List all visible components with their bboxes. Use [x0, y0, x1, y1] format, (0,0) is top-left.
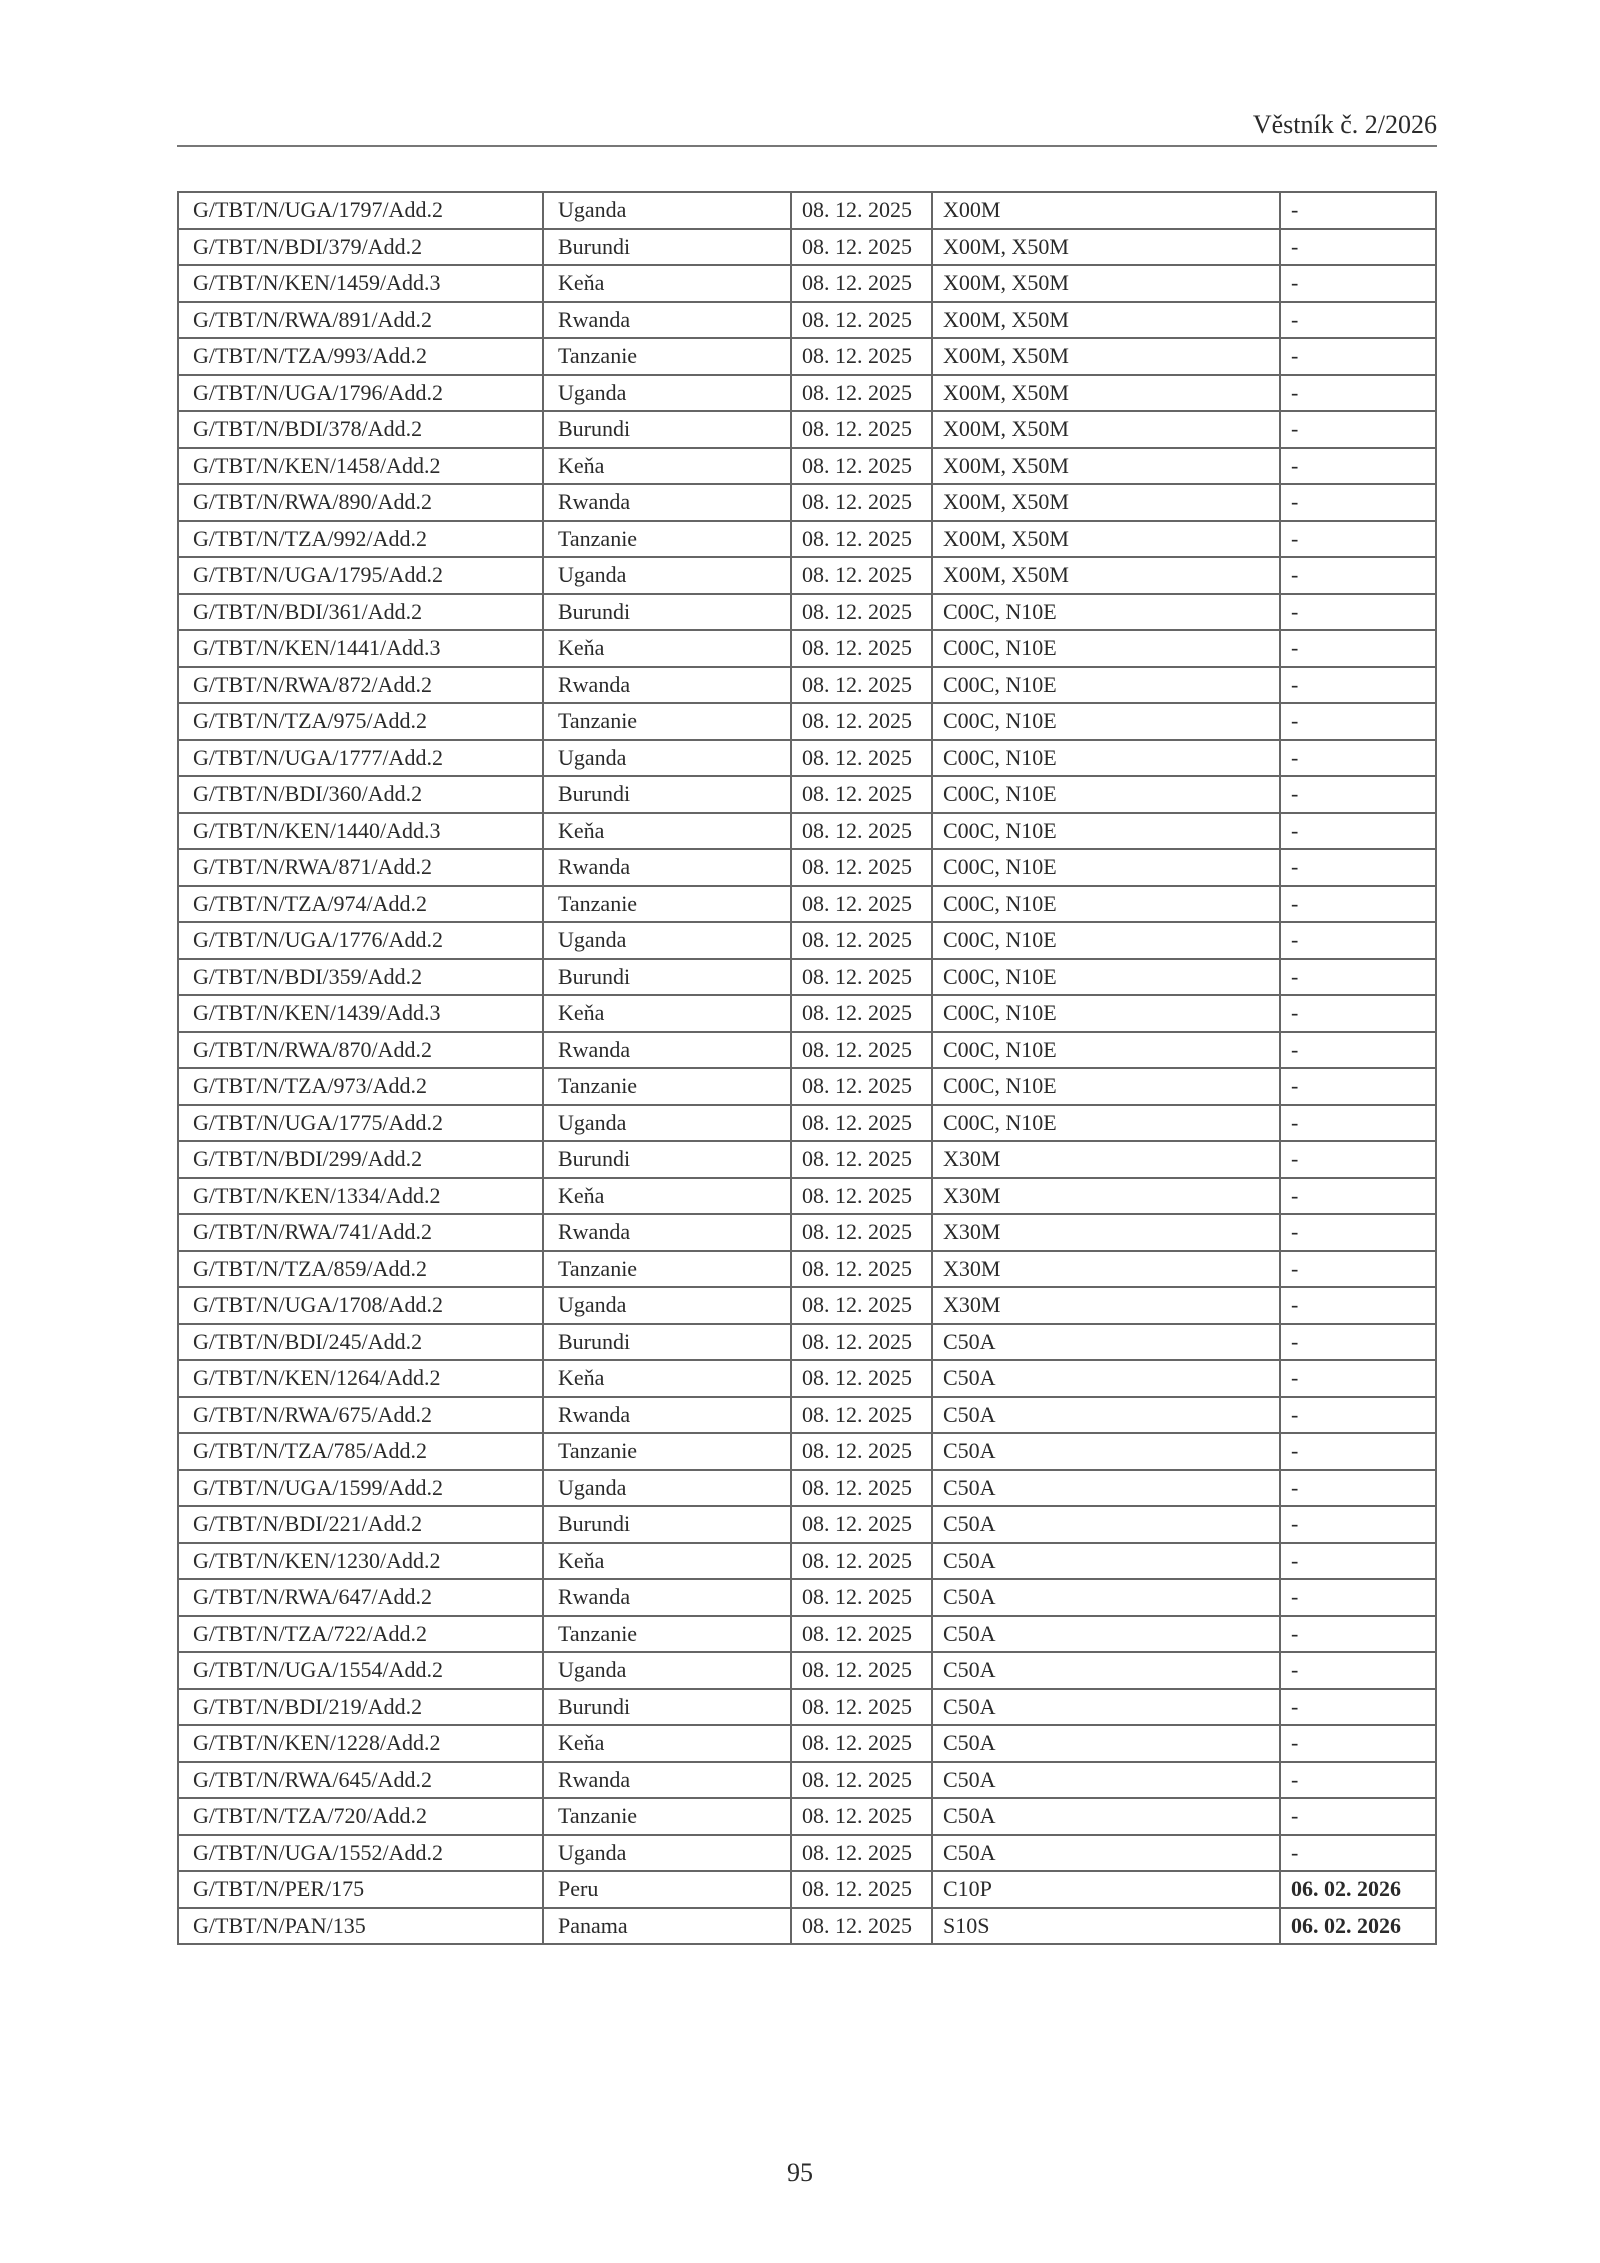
ics-code-cell: C50A: [932, 1725, 1280, 1762]
notification-date-cell: 08. 12. 2025: [791, 1397, 932, 1434]
notification-date-cell: 08. 12. 2025: [791, 849, 932, 886]
ics-code-cell: C10P: [932, 1871, 1280, 1908]
table-row: [178, 1397, 1436, 1434]
ics-code-cell: C50A: [932, 1506, 1280, 1543]
ics-code-cell: C50A: [932, 1579, 1280, 1616]
ics-code-cell: X00M, X50M: [932, 302, 1280, 339]
notification-date-cell: 08. 12. 2025: [791, 1251, 932, 1288]
notification-date-cell: 08. 12. 2025: [791, 192, 932, 229]
country-cell: Keňa: [543, 1725, 791, 1762]
ics-code-cell: C50A: [932, 1689, 1280, 1726]
ics-code-cell: C00C, N10E: [932, 667, 1280, 704]
notification-code-cell: G/TBT/N/PER/175: [178, 1871, 543, 1908]
country-cell: Keňa: [543, 995, 791, 1032]
comment-deadline-cell: -: [1280, 411, 1436, 448]
table-row: [178, 1360, 1436, 1397]
table-row: [178, 448, 1436, 485]
table-row: [178, 1579, 1436, 1616]
ics-code-cell: S10S: [932, 1908, 1280, 1945]
ics-code-cell: C50A: [932, 1433, 1280, 1470]
comment-deadline-cell: -: [1280, 667, 1436, 704]
table-row: [178, 1141, 1436, 1178]
country-cell: Uganda: [543, 1287, 791, 1324]
notification-code-cell: G/TBT/N/UGA/1796/Add.2: [178, 375, 543, 412]
comment-deadline-cell: -: [1280, 1105, 1436, 1142]
country-cell: Burundi: [543, 776, 791, 813]
notification-code-cell: G/TBT/N/RWA/741/Add.2: [178, 1214, 543, 1251]
comment-deadline-cell: -: [1280, 1689, 1436, 1726]
comment-deadline-cell: -: [1280, 995, 1436, 1032]
table-row: [178, 1287, 1436, 1324]
ics-code-cell: C00C, N10E: [932, 776, 1280, 813]
notification-date-cell: 08. 12. 2025: [791, 740, 932, 777]
table-row: [178, 265, 1436, 302]
notification-code-cell: G/TBT/N/UGA/1776/Add.2: [178, 922, 543, 959]
table-row: [178, 1871, 1436, 1908]
country-cell: Uganda: [543, 192, 791, 229]
ics-code-cell: C50A: [932, 1397, 1280, 1434]
notification-date-cell: 08. 12. 2025: [791, 1725, 932, 1762]
ics-code-cell: C50A: [932, 1835, 1280, 1872]
ics-code-cell: X30M: [932, 1178, 1280, 1215]
comment-deadline-cell: -: [1280, 1068, 1436, 1105]
comment-deadline-cell: -: [1280, 813, 1436, 850]
comment-deadline-cell: -: [1280, 484, 1436, 521]
notification-code-cell: G/TBT/N/RWA/871/Add.2: [178, 849, 543, 886]
table-row: [178, 1835, 1436, 1872]
notification-date-cell: 08. 12. 2025: [791, 1287, 932, 1324]
ics-code-cell: C50A: [932, 1798, 1280, 1835]
comment-deadline-cell: -: [1280, 1214, 1436, 1251]
ics-code-cell: C00C, N10E: [932, 922, 1280, 959]
notification-code-cell: G/TBT/N/KEN/1459/Add.3: [178, 265, 543, 302]
ics-code-cell: X00M, X50M: [932, 557, 1280, 594]
notification-code-cell: G/TBT/N/BDI/379/Add.2: [178, 229, 543, 266]
notification-date-cell: 08. 12. 2025: [791, 886, 932, 923]
table-row: [178, 557, 1436, 594]
country-cell: Uganda: [543, 1470, 791, 1507]
table-row: [178, 1616, 1436, 1653]
table-row: [178, 594, 1436, 631]
comment-deadline-cell: -: [1280, 1616, 1436, 1653]
notification-code-cell: G/TBT/N/TZA/974/Add.2: [178, 886, 543, 923]
ics-code-cell: C00C, N10E: [932, 740, 1280, 777]
notification-code-cell: G/TBT/N/UGA/1795/Add.2: [178, 557, 543, 594]
comment-deadline-cell: -: [1280, 521, 1436, 558]
notification-date-cell: 08. 12. 2025: [791, 521, 932, 558]
ics-code-cell: C50A: [932, 1470, 1280, 1507]
notification-code-cell: G/TBT/N/KEN/1441/Add.3: [178, 630, 543, 667]
table-row: [178, 995, 1436, 1032]
ics-code-cell: C50A: [932, 1652, 1280, 1689]
table-row: [178, 776, 1436, 813]
ics-code-cell: X00M, X50M: [932, 448, 1280, 485]
notification-date-cell: 08. 12. 2025: [791, 229, 932, 266]
notification-date-cell: 08. 12. 2025: [791, 1652, 932, 1689]
notification-code-cell: G/TBT/N/TZA/859/Add.2: [178, 1251, 543, 1288]
notification-code-cell: G/TBT/N/TZA/722/Add.2: [178, 1616, 543, 1653]
comment-deadline-cell: -: [1280, 1543, 1436, 1580]
notification-code-cell: G/TBT/N/BDI/359/Add.2: [178, 959, 543, 996]
country-cell: Burundi: [543, 1141, 791, 1178]
notification-date-cell: 08. 12. 2025: [791, 1433, 932, 1470]
ics-code-cell: C50A: [932, 1543, 1280, 1580]
country-cell: Peru: [543, 1871, 791, 1908]
ics-code-cell: C00C, N10E: [932, 813, 1280, 850]
table-row: [178, 849, 1436, 886]
table-row: [178, 411, 1436, 448]
notification-date-cell: 08. 12. 2025: [791, 995, 932, 1032]
notification-date-cell: 08. 12. 2025: [791, 1689, 932, 1726]
ics-code-cell: C50A: [932, 1360, 1280, 1397]
notification-date-cell: 08. 12. 2025: [791, 667, 932, 704]
notification-date-cell: 08. 12. 2025: [791, 1068, 932, 1105]
comment-deadline-cell: -: [1280, 265, 1436, 302]
country-cell: Uganda: [543, 1835, 791, 1872]
country-cell: Tanzanie: [543, 886, 791, 923]
notification-code-cell: G/TBT/N/TZA/992/Add.2: [178, 521, 543, 558]
table-row: [178, 886, 1436, 923]
ics-code-cell: C00C, N10E: [932, 959, 1280, 996]
notification-date-cell: 08. 12. 2025: [791, 338, 932, 375]
notification-code-cell: G/TBT/N/BDI/221/Add.2: [178, 1506, 543, 1543]
table-row: [178, 1324, 1436, 1361]
country-cell: Tanzanie: [543, 1433, 791, 1470]
notification-date-cell: 08. 12. 2025: [791, 776, 932, 813]
ics-code-cell: C00C, N10E: [932, 886, 1280, 923]
comment-deadline-cell: -: [1280, 703, 1436, 740]
table-row: [178, 1762, 1436, 1799]
notification-date-cell: 08. 12. 2025: [791, 375, 932, 412]
comment-deadline-cell: -: [1280, 959, 1436, 996]
comment-deadline-cell: -: [1280, 849, 1436, 886]
comment-deadline-cell: -: [1280, 594, 1436, 631]
comment-deadline-cell: -: [1280, 302, 1436, 339]
ics-code-cell: C00C, N10E: [932, 703, 1280, 740]
notification-date-cell: 08. 12. 2025: [791, 411, 932, 448]
table-row: [178, 229, 1436, 266]
table-row: [178, 521, 1436, 558]
ics-code-cell: X00M, X50M: [932, 338, 1280, 375]
ics-code-cell: C50A: [932, 1616, 1280, 1653]
country-cell: Rwanda: [543, 1397, 791, 1434]
notification-code-cell: G/TBT/N/KEN/1439/Add.3: [178, 995, 543, 1032]
table-row: [178, 740, 1436, 777]
table-row: [178, 1433, 1436, 1470]
comment-deadline-cell: 06. 02. 2026: [1280, 1908, 1436, 1945]
country-cell: Tanzanie: [543, 1616, 791, 1653]
notification-date-cell: 08. 12. 2025: [791, 1470, 932, 1507]
country-cell: Keňa: [543, 1543, 791, 1580]
notification-date-cell: 08. 12. 2025: [791, 1324, 932, 1361]
comment-deadline-cell: -: [1280, 229, 1436, 266]
country-cell: Keňa: [543, 630, 791, 667]
notification-code-cell: G/TBT/N/KEN/1458/Add.2: [178, 448, 543, 485]
notification-date-cell: 08. 12. 2025: [791, 1616, 932, 1653]
country-cell: Burundi: [543, 411, 791, 448]
comment-deadline-cell: -: [1280, 1251, 1436, 1288]
country-cell: Tanzanie: [543, 1798, 791, 1835]
country-cell: Uganda: [543, 557, 791, 594]
table-row: [178, 1689, 1436, 1726]
country-cell: Uganda: [543, 375, 791, 412]
notification-date-cell: 08. 12. 2025: [791, 630, 932, 667]
comment-deadline-cell: -: [1280, 338, 1436, 375]
notification-code-cell: G/TBT/N/RWA/872/Add.2: [178, 667, 543, 704]
country-cell: Uganda: [543, 1652, 791, 1689]
country-cell: Keňa: [543, 1360, 791, 1397]
ics-code-cell: C00C, N10E: [932, 630, 1280, 667]
bulletin-header-title: Věstník č. 2/2026: [1252, 110, 1437, 139]
notification-code-cell: G/TBT/N/TZA/973/Add.2: [178, 1068, 543, 1105]
country-cell: Rwanda: [543, 1579, 791, 1616]
notification-code-cell: G/TBT/N/BDI/378/Add.2: [178, 411, 543, 448]
comment-deadline-cell: -: [1280, 1506, 1436, 1543]
ics-code-cell: X00M, X50M: [932, 484, 1280, 521]
notification-date-cell: 08. 12. 2025: [791, 1178, 932, 1215]
table-row: [178, 338, 1436, 375]
notification-code-cell: G/TBT/N/KEN/1440/Add.3: [178, 813, 543, 850]
notification-code-cell: G/TBT/N/KEN/1230/Add.2: [178, 1543, 543, 1580]
notification-code-cell: G/TBT/N/KEN/1264/Add.2: [178, 1360, 543, 1397]
notification-code-cell: G/TBT/N/RWA/645/Add.2: [178, 1762, 543, 1799]
country-cell: Keňa: [543, 1178, 791, 1215]
notification-code-cell: G/TBT/N/UGA/1777/Add.2: [178, 740, 543, 777]
notification-code-cell: G/TBT/N/RWA/675/Add.2: [178, 1397, 543, 1434]
comment-deadline-cell: -: [1280, 1324, 1436, 1361]
comment-deadline-cell: -: [1280, 557, 1436, 594]
ics-code-cell: C00C, N10E: [932, 1068, 1280, 1105]
table-row: [178, 630, 1436, 667]
ics-code-cell: X00M, X50M: [932, 521, 1280, 558]
notification-date-cell: 08. 12. 2025: [791, 1214, 932, 1251]
notification-code-cell: G/TBT/N/TZA/785/Add.2: [178, 1433, 543, 1470]
country-cell: Uganda: [543, 922, 791, 959]
comment-deadline-cell: -: [1280, 1360, 1436, 1397]
country-cell: Uganda: [543, 1105, 791, 1142]
ics-code-cell: X00M, X50M: [932, 411, 1280, 448]
notification-date-cell: 08. 12. 2025: [791, 448, 932, 485]
notification-date-cell: 08. 12. 2025: [791, 1798, 932, 1835]
notification-date-cell: 08. 12. 2025: [791, 594, 932, 631]
comment-deadline-cell: -: [1280, 1579, 1436, 1616]
comment-deadline-cell: -: [1280, 1470, 1436, 1507]
country-cell: Burundi: [543, 959, 791, 996]
country-cell: Tanzanie: [543, 1068, 791, 1105]
table-row: [178, 302, 1436, 339]
table-row: [178, 1178, 1436, 1215]
table-row: [178, 484, 1436, 521]
country-cell: Keňa: [543, 448, 791, 485]
notification-code-cell: G/TBT/N/UGA/1708/Add.2: [178, 1287, 543, 1324]
ics-code-cell: X30M: [932, 1214, 1280, 1251]
notification-code-cell: G/TBT/N/UGA/1554/Add.2: [178, 1652, 543, 1689]
notification-code-cell: G/TBT/N/RWA/891/Add.2: [178, 302, 543, 339]
notification-date-cell: 08. 12. 2025: [791, 265, 932, 302]
notification-date-cell: 08. 12. 2025: [791, 1835, 932, 1872]
comment-deadline-cell: -: [1280, 922, 1436, 959]
notification-code-cell: G/TBT/N/RWA/647/Add.2: [178, 1579, 543, 1616]
table-row: [178, 959, 1436, 996]
notification-date-cell: 08. 12. 2025: [791, 1871, 932, 1908]
ics-code-cell: X30M: [932, 1141, 1280, 1178]
notification-code-cell: G/TBT/N/KEN/1228/Add.2: [178, 1725, 543, 1762]
country-cell: Burundi: [543, 594, 791, 631]
country-cell: Panama: [543, 1908, 791, 1945]
comment-deadline-cell: -: [1280, 1141, 1436, 1178]
ics-code-cell: C00C, N10E: [932, 594, 1280, 631]
notification-code-cell: G/TBT/N/BDI/299/Add.2: [178, 1141, 543, 1178]
table-row: [178, 1105, 1436, 1142]
country-cell: Tanzanie: [543, 703, 791, 740]
header-divider: [177, 145, 1437, 147]
notification-code-cell: G/TBT/N/TZA/720/Add.2: [178, 1798, 543, 1835]
notification-date-cell: 08. 12. 2025: [791, 1506, 932, 1543]
ics-code-cell: C50A: [932, 1324, 1280, 1361]
country-cell: Burundi: [543, 229, 791, 266]
ics-code-cell: C00C, N10E: [932, 849, 1280, 886]
ics-code-cell: X30M: [932, 1287, 1280, 1324]
notifications-table: [177, 191, 1437, 1945]
notification-code-cell: G/TBT/N/TZA/993/Add.2: [178, 338, 543, 375]
table-row: [178, 667, 1436, 704]
notification-code-cell: G/TBT/N/UGA/1775/Add.2: [178, 1105, 543, 1142]
ics-code-cell: C00C, N10E: [932, 1032, 1280, 1069]
country-cell: Keňa: [543, 265, 791, 302]
country-cell: Burundi: [543, 1324, 791, 1361]
table-row: [178, 922, 1436, 959]
notification-date-cell: 08. 12. 2025: [791, 1908, 932, 1945]
table-row: [178, 1543, 1436, 1580]
notification-date-cell: 08. 12. 2025: [791, 1579, 932, 1616]
table-row: [178, 1506, 1436, 1543]
notification-date-cell: 08. 12. 2025: [791, 1032, 932, 1069]
country-cell: Tanzanie: [543, 521, 791, 558]
country-cell: Burundi: [543, 1689, 791, 1726]
notification-code-cell: G/TBT/N/TZA/975/Add.2: [178, 703, 543, 740]
table-row: [178, 1470, 1436, 1507]
comment-deadline-cell: -: [1280, 1762, 1436, 1799]
table-row: [178, 1214, 1436, 1251]
table-row: [178, 375, 1436, 412]
notification-date-cell: 08. 12. 2025: [791, 959, 932, 996]
comment-deadline-cell: -: [1280, 1397, 1436, 1434]
country-cell: Rwanda: [543, 302, 791, 339]
notification-date-cell: 08. 12. 2025: [791, 922, 932, 959]
table-row: [178, 1798, 1436, 1835]
comment-deadline-cell: -: [1280, 1652, 1436, 1689]
ics-code-cell: C50A: [932, 1762, 1280, 1799]
country-cell: Rwanda: [543, 484, 791, 521]
country-cell: Rwanda: [543, 1762, 791, 1799]
ics-code-cell: C00C, N10E: [932, 1105, 1280, 1142]
page-number: 95: [787, 2158, 813, 2187]
country-cell: Tanzanie: [543, 1251, 791, 1288]
notification-date-cell: 08. 12. 2025: [791, 813, 932, 850]
comment-deadline-cell: -: [1280, 886, 1436, 923]
country-cell: Tanzanie: [543, 338, 791, 375]
ics-code-cell: X00M, X50M: [932, 229, 1280, 266]
comment-deadline-cell: -: [1280, 1032, 1436, 1069]
notification-code-cell: G/TBT/N/KEN/1334/Add.2: [178, 1178, 543, 1215]
comment-deadline-cell: 06. 02. 2026: [1280, 1871, 1436, 1908]
notification-date-cell: 08. 12. 2025: [791, 1360, 932, 1397]
comment-deadline-cell: -: [1280, 1178, 1436, 1215]
table-row: [178, 1032, 1436, 1069]
table-row: [178, 703, 1436, 740]
notification-date-cell: 08. 12. 2025: [791, 484, 932, 521]
comment-deadline-cell: -: [1280, 448, 1436, 485]
ics-code-cell: X30M: [932, 1251, 1280, 1288]
notification-code-cell: G/TBT/N/BDI/245/Add.2: [178, 1324, 543, 1361]
notification-code-cell: G/TBT/N/PAN/135: [178, 1908, 543, 1945]
comment-deadline-cell: -: [1280, 1835, 1436, 1872]
table-row: [178, 192, 1436, 229]
table-row: [178, 1068, 1436, 1105]
comment-deadline-cell: -: [1280, 776, 1436, 813]
notification-code-cell: G/TBT/N/BDI/219/Add.2: [178, 1689, 543, 1726]
country-cell: Rwanda: [543, 849, 791, 886]
notification-date-cell: 08. 12. 2025: [791, 1543, 932, 1580]
table-row: [178, 1251, 1436, 1288]
notification-code-cell: G/TBT/N/RWA/890/Add.2: [178, 484, 543, 521]
comment-deadline-cell: -: [1280, 1287, 1436, 1324]
comment-deadline-cell: -: [1280, 192, 1436, 229]
comment-deadline-cell: -: [1280, 1798, 1436, 1835]
notification-date-cell: 08. 12. 2025: [791, 1762, 932, 1799]
notification-code-cell: G/TBT/N/UGA/1552/Add.2: [178, 1835, 543, 1872]
notification-code-cell: G/TBT/N/UGA/1797/Add.2: [178, 192, 543, 229]
notification-date-cell: 08. 12. 2025: [791, 1141, 932, 1178]
country-cell: Rwanda: [543, 667, 791, 704]
country-cell: Rwanda: [543, 1214, 791, 1251]
ics-code-cell: X00M, X50M: [932, 265, 1280, 302]
ics-code-cell: C00C, N10E: [932, 995, 1280, 1032]
notification-date-cell: 08. 12. 2025: [791, 557, 932, 594]
table-row: [178, 1725, 1436, 1762]
table-row: [178, 1652, 1436, 1689]
notification-code-cell: G/TBT/N/BDI/361/Add.2: [178, 594, 543, 631]
comment-deadline-cell: -: [1280, 1433, 1436, 1470]
table-row: [178, 1908, 1436, 1945]
comment-deadline-cell: -: [1280, 375, 1436, 412]
country-cell: Burundi: [543, 1506, 791, 1543]
country-cell: Keňa: [543, 813, 791, 850]
comment-deadline-cell: -: [1280, 1725, 1436, 1762]
notification-code-cell: G/TBT/N/RWA/870/Add.2: [178, 1032, 543, 1069]
notification-date-cell: 08. 12. 2025: [791, 703, 932, 740]
country-cell: Uganda: [543, 740, 791, 777]
notification-code-cell: G/TBT/N/BDI/360/Add.2: [178, 776, 543, 813]
country-cell: Rwanda: [543, 1032, 791, 1069]
comment-deadline-cell: -: [1280, 740, 1436, 777]
notification-code-cell: G/TBT/N/UGA/1599/Add.2: [178, 1470, 543, 1507]
notification-date-cell: 08. 12. 2025: [791, 1105, 932, 1142]
ics-code-cell: X00M, X50M: [932, 375, 1280, 412]
table-row: [178, 813, 1436, 850]
comment-deadline-cell: -: [1280, 630, 1436, 667]
notification-date-cell: 08. 12. 2025: [791, 302, 932, 339]
ics-code-cell: X00M: [932, 192, 1280, 229]
